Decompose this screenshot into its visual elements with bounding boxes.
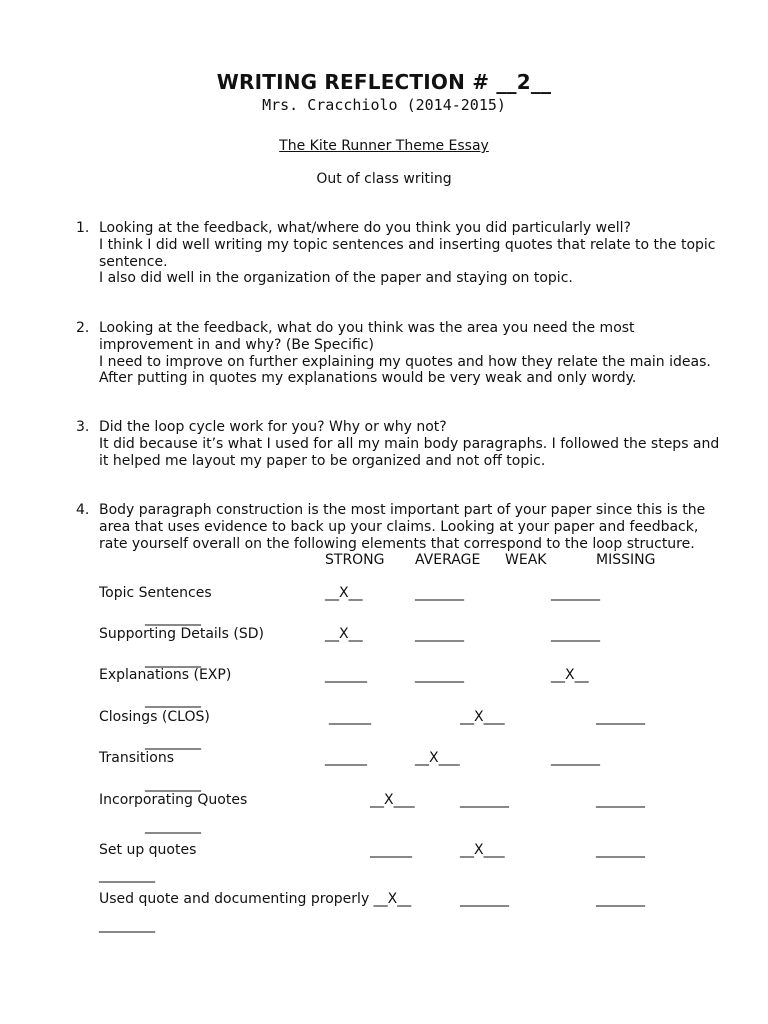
answer-line: sentence. xyxy=(99,253,168,270)
rating-row-label: Closings (CLOS) xyxy=(99,709,210,725)
answer-line: I need to improve on further explaining my quotes and how they relate the main ideas. xyxy=(99,353,711,370)
rating-mark: __X__ xyxy=(551,667,589,683)
rating-mark: _______ xyxy=(415,585,464,601)
worksheet-title: WRITING REFLECTION # __2__ xyxy=(216,70,552,94)
rating-blank: ________ xyxy=(99,917,155,933)
rating-mark: _______ xyxy=(460,891,509,907)
question-prompt: Did the loop cycle work for you? Why or why not? xyxy=(99,419,447,435)
question-number: 4. xyxy=(76,502,90,518)
rating-mark: ______ xyxy=(329,709,371,725)
rating-row-label: Incorporating Quotes xyxy=(99,792,248,808)
rating-blank: ________ xyxy=(145,818,201,834)
question-prompt: rate yourself overall on the following elements that correspond to the loop structure. xyxy=(99,535,695,552)
question-prompt: area that uses evidence to back up your claims. Looking at your paper and feedback, xyxy=(99,518,699,535)
question-prompt: Looking at the feedback, what do you think was the area you need the most xyxy=(99,320,635,336)
rating-blank: ________ xyxy=(145,610,201,626)
rating-row-label: Topic Sentences xyxy=(99,585,212,601)
rating-mark: _______ xyxy=(415,667,464,683)
rating-blank: ________ xyxy=(145,734,201,750)
rating-mark: __X__ xyxy=(325,626,363,642)
rating-row-label: Set up quotes xyxy=(99,842,197,858)
essay-title: The Kite Runner Theme Essay xyxy=(279,138,489,154)
rating-mark: __X___ xyxy=(460,842,505,858)
writing-type: Out of class writing xyxy=(316,171,452,187)
answer-line: it helped me layout my paper to be organized and not off topic. xyxy=(99,452,546,469)
answer-line: I think I did well writing my topic sentences and inserting quotes that relate to the topic xyxy=(99,236,716,253)
rating-mark: ______ xyxy=(325,667,367,683)
question-number: 3. xyxy=(76,419,90,435)
rating-mark: _______ xyxy=(596,842,645,858)
question-number: 1. xyxy=(76,220,90,236)
rating-mark: _______ xyxy=(415,626,464,642)
rating-mark: _______ xyxy=(551,585,600,601)
rating-mark: _______ xyxy=(596,792,645,808)
rating-mark: __X___ xyxy=(415,750,460,766)
rating-mark: __X__ xyxy=(325,585,363,601)
teacher-line: Mrs. Cracchiolo (2014-2015) xyxy=(262,96,506,114)
question-prompt: Body paragraph construction is the most important part of your paper since this is the xyxy=(99,502,706,518)
rating-row-label: Transitions xyxy=(99,750,174,766)
rating-mark: ______ xyxy=(370,842,412,858)
question-prompt: Looking at the feedback, what/where do you think you did particularly well? xyxy=(99,220,631,236)
answer-line: It did because it’s what I used for all my main body paragraphs. I followed the steps and xyxy=(99,435,720,452)
answer-line: I also did well in the organization of the paper and staying on topic. xyxy=(99,270,573,287)
column-header-strong: STRONG xyxy=(325,552,385,568)
rating-mark: _______ xyxy=(551,626,600,642)
rating-blank: ________ xyxy=(99,867,155,883)
rating-mark: ______ xyxy=(325,750,367,766)
rating-blank: ________ xyxy=(145,776,201,792)
question-prompt: improvement in and why? (Be Specific) xyxy=(99,336,374,353)
rating-blank: ________ xyxy=(145,652,201,668)
column-header-weak: WEAK xyxy=(505,552,547,568)
answer-line: After putting in quotes my explanations would be very weak and only wordy. xyxy=(99,370,637,387)
rating-row-label: Used quote and documenting properly __X__ xyxy=(99,891,412,907)
rating-row-label: Supporting Details (SD) xyxy=(99,626,265,642)
rating-mark: _______ xyxy=(551,750,600,766)
rating-blank: ________ xyxy=(145,692,201,708)
rating-mark: __X___ xyxy=(370,792,415,808)
rating-mark: __X___ xyxy=(460,709,505,725)
column-header-average: AVERAGE xyxy=(415,552,481,568)
question-number: 2. xyxy=(76,320,90,336)
rating-mark: _______ xyxy=(460,792,509,808)
rating-mark: _______ xyxy=(596,891,645,907)
column-header-missing: MISSING xyxy=(596,552,656,568)
rating-row-label: Explanations (EXP) xyxy=(99,667,232,683)
rating-mark: _______ xyxy=(596,709,645,725)
